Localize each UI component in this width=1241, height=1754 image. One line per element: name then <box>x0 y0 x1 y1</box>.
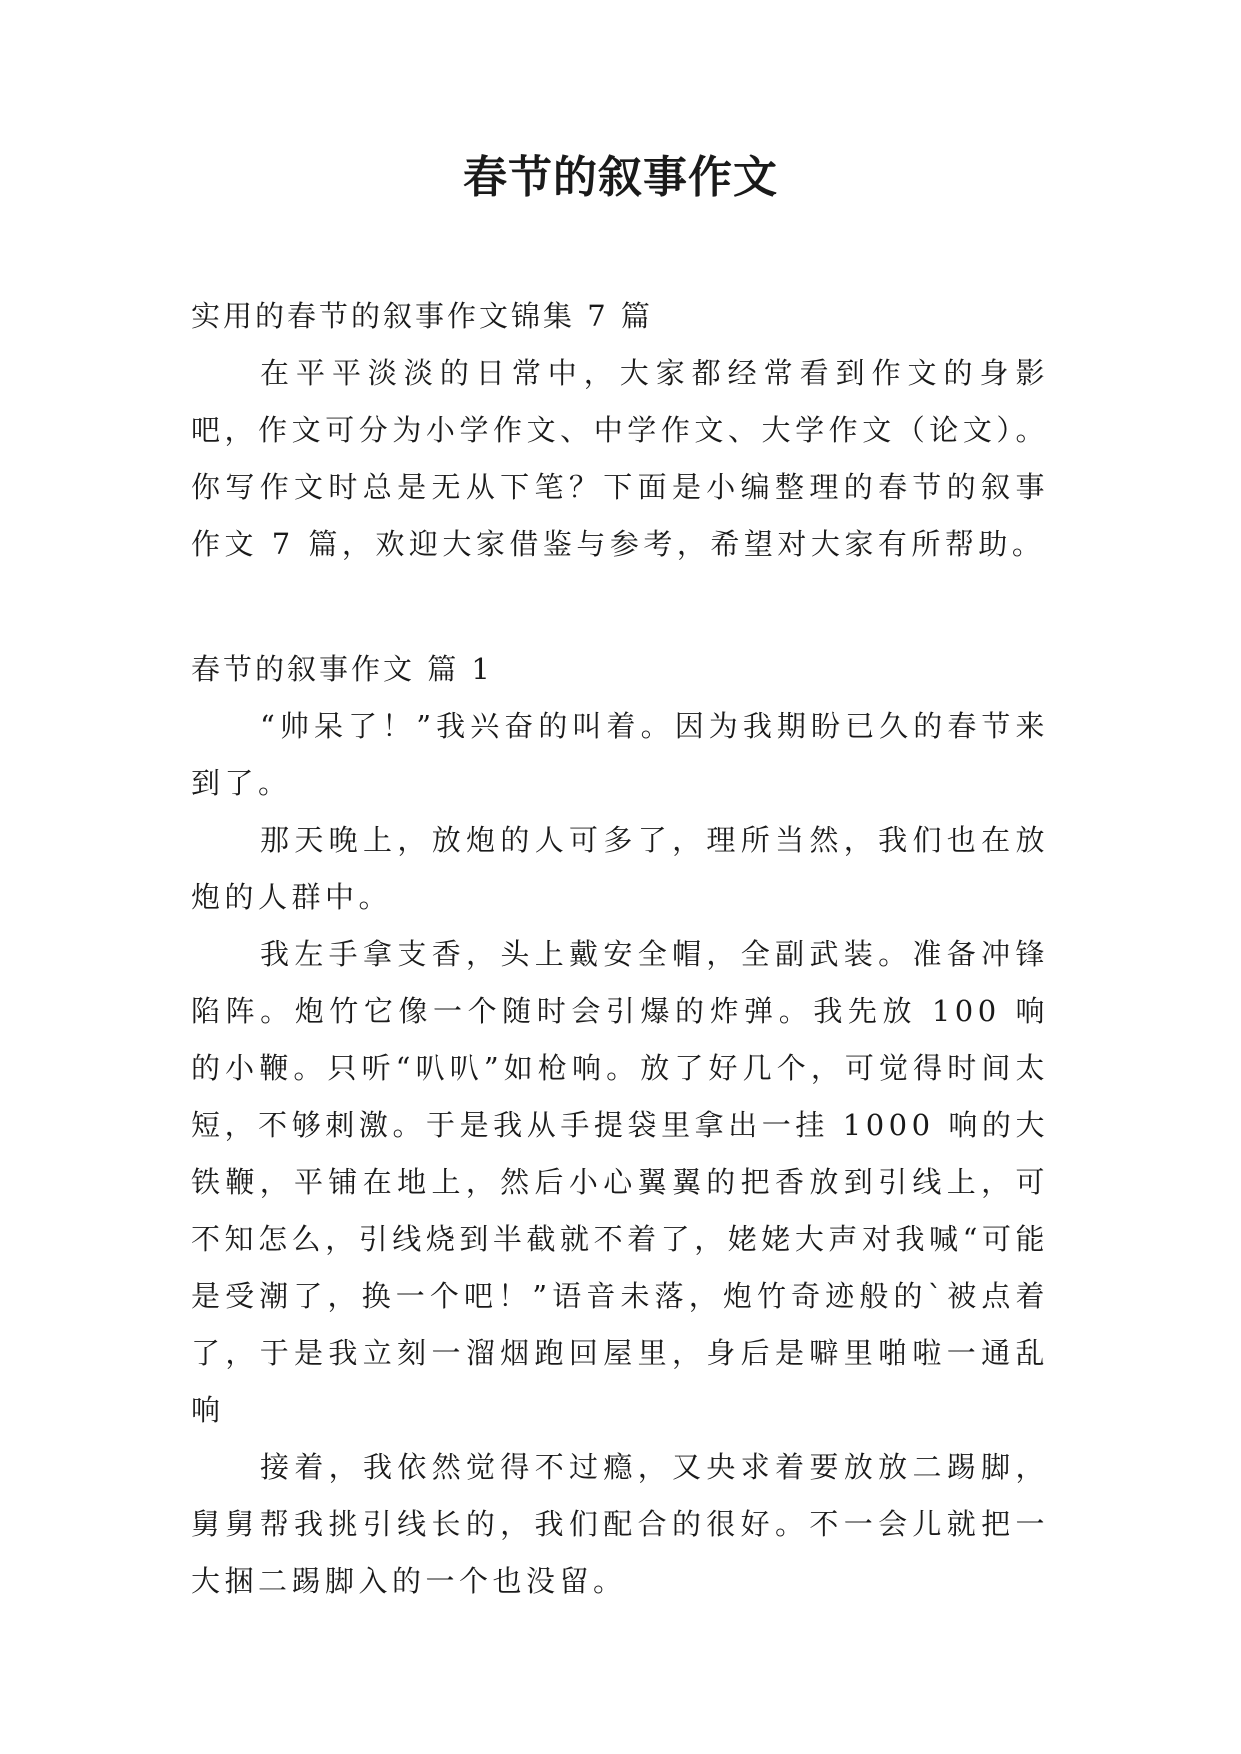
document-title: 春节的叙事作文 <box>463 152 778 203</box>
intro-paragraph: 在平平淡淡的日常中，大家都经常看到作文的身影吧，作文可分为小学作文、中学作文、大学作文（论文）。你写作文时总是无从下笔？下面是小编整理的春节的叙事作文 7 篇，欢迎大家借鉴与参考，希望对大家有所帮助。 <box>191 356 1049 561</box>
story-paragraph: 接着，我依然觉得不过瘾，又央求着要放放二踢脚，舅舅帮我挑引线长的，我们配合的很好。不一会儿就把一大捆二踢脚入的一个也没留。 <box>191 1450 1049 1598</box>
section-spacer <box>191 573 1049 641</box>
document-body <box>191 288 1049 1610</box>
section-heading: 春节的叙事作文 篇 1 <box>191 652 493 686</box>
story-paragraph: 那天晚上，放炮的人可多了，理所当然，我们也在放炮的人群中。 <box>191 823 1049 914</box>
document-subtitle: 实用的春节的叙事作文锦集 7 篇 <box>191 299 653 333</box>
story-paragraph: “帅呆了！”我兴奋的叫着。因为我期盼已久的春节来到了。 <box>191 709 1049 800</box>
story-paragraph: 我左手拿支香，头上戴安全帽，全副武装。准备冲锋陷阵。炮竹它像一个随时会引爆的炸弹。我先放 100 响的小鞭。只听“叭叭”如枪响。放了好几个，可觉得时间太短，不够刺激。于是我从手提袋里拿出一挂 1000 响的大铁鞭，平铺在地上，然后小心翼翼的把香放到引线上，可不知怎么，引线烧到半截就不着了，姥姥大声对我喊“可能是受潮了，换一个吧！”语音未落，炮竹奇迹般的`被点着了，于是我立刻一溜烟跑回屋里，身后是噼里啪啦一通乱响 <box>191 937 1049 1427</box>
